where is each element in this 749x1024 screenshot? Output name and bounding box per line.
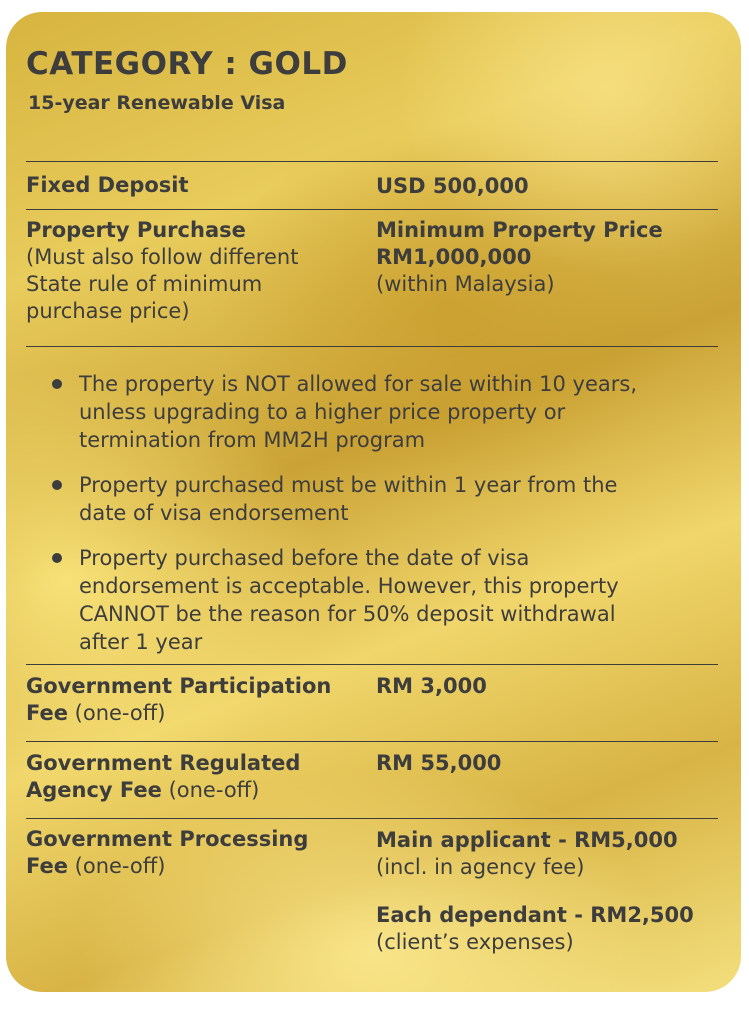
agency-fee-label: Government Regulated (26, 751, 301, 775)
list-item (26, 544, 716, 656)
bullet-text-line: CANNOT be the reason for 50% deposit withdrawal (79, 602, 616, 626)
processing-fee-main-group (376, 827, 721, 881)
agency-fee-value: RM 55,000 (376, 751, 502, 775)
property-purchase-label: Property Purchase (26, 218, 246, 242)
gold-category-card (6, 12, 741, 992)
bullet-text-line: unless upgrading to a higher price property or (79, 400, 566, 424)
property-price-title: Minimum Property Price (376, 218, 663, 242)
divider (26, 818, 718, 819)
property-price-note: (within Malaysia) (376, 272, 555, 296)
participation-fee-label-cont: Fee (26, 701, 68, 725)
participation-fee-note: (one-off) (67, 701, 166, 725)
agency-fee-label-cont: Agency Fee (26, 778, 162, 802)
property-purchase-label-group (26, 217, 361, 325)
main-applicant-note: (incl. in agency fee) (376, 855, 585, 879)
bullet-dot-icon (52, 480, 62, 490)
processing-fee-label-group (26, 826, 361, 880)
processing-fee-dependant-group (376, 902, 721, 956)
bullet-dot-icon (52, 379, 62, 389)
participation-fee-label-group (26, 673, 361, 727)
processing-fee-label-cont: Fee (26, 854, 68, 878)
processing-fee-label: Government Processing (26, 827, 309, 851)
property-purchase-note-line: purchase price) (26, 299, 190, 323)
bullet-text-line: date of visa endorsement (79, 501, 349, 525)
divider (26, 346, 718, 347)
bullet-text-line: termination from MM2H program (79, 428, 426, 452)
participation-fee-value: RM 3,000 (376, 674, 487, 698)
participation-fee-label: Government Participation (26, 674, 332, 698)
fixed-deposit-value: USD 500,000 (376, 174, 529, 198)
bullet-dot-icon (52, 553, 62, 563)
fixed-deposit-label: Fixed Deposit (26, 173, 189, 197)
bullet-text-line: endorsement is acceptable. However, this property (79, 574, 619, 598)
main-applicant-fee: Main applicant - RM5,000 (376, 828, 678, 852)
list-item (26, 370, 716, 454)
property-rules-list (26, 370, 716, 673)
property-purchase-note-line: (Must also follow different (26, 245, 299, 269)
property-purchase-note-line: State rule of minimum (26, 272, 263, 296)
agency-fee-label-group (26, 750, 361, 804)
dependant-fee: Each dependant - RM2,500 (376, 903, 694, 927)
bullet-text-line: Property purchased must be within 1 year from the (79, 473, 618, 497)
divider (26, 161, 718, 162)
bullet-text-line: Property purchased before the date of visa (79, 546, 530, 570)
bullet-text-line: The property is NOT allowed for sale within 10 years, (79, 372, 638, 396)
property-price-amount: RM1,000,000 (376, 245, 532, 269)
agency-fee-note: (one-off) (161, 778, 260, 802)
property-purchase-value-group (376, 217, 721, 298)
divider (26, 209, 718, 210)
divider (26, 664, 718, 665)
divider (26, 741, 718, 742)
processing-fee-note: (one-off) (67, 854, 166, 878)
bullet-text-line: after 1 year (79, 630, 203, 654)
dependant-note: (client’s expenses) (376, 930, 574, 954)
card-subtitle: 15-year Renewable Visa (28, 92, 286, 114)
list-item (26, 471, 716, 527)
card-title: CATEGORY : GOLD (26, 46, 348, 82)
